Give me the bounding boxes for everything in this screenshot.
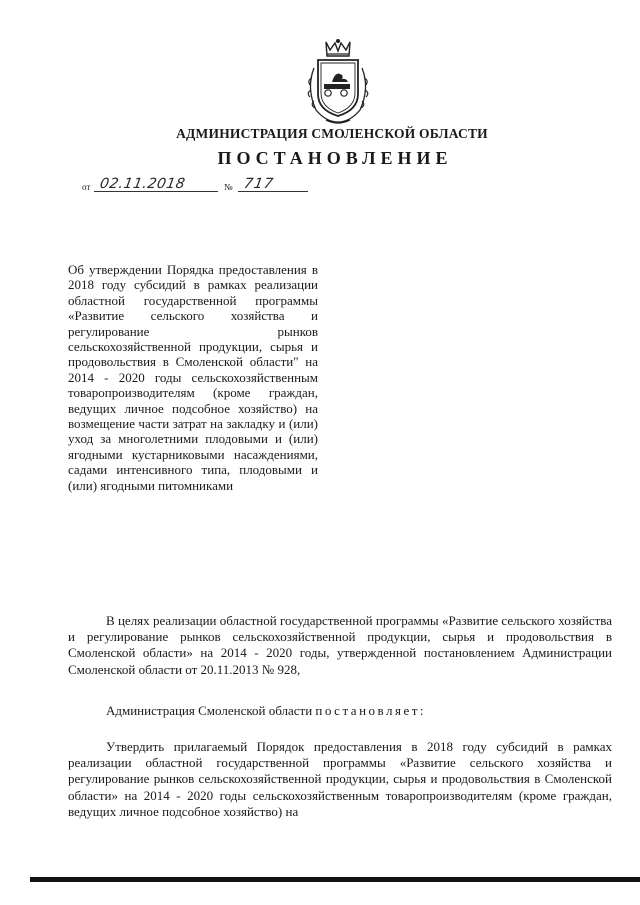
organization-title: АДМИНИСТРАЦИЯ СМОЛЕНСКОЙ ОБЛАСТИ xyxy=(176,126,488,141)
smolensk-coat-of-arms-icon xyxy=(302,38,374,126)
operative-text: Утвердить прилагаемый Порядок предоставления в 2018 году субсидий в рамках реализации областной государственной программы «Развитие сельского хозяйства и регулирование рынков сельскохозяйственной продукции, сырья и продовольствия в Смоленской области» на 2014 - 2020 годы сельскохозяйственным товаропроизводителям (кроме граждан, ведущих личное подсобное хозяйство) на xyxy=(68,739,612,819)
document-type-title: ПОСТАНОВЛЕНИЕ xyxy=(217,148,453,168)
document-subject xyxy=(68,262,318,493)
scan-edge-bar xyxy=(30,877,640,882)
handwritten-number: 717 xyxy=(242,176,276,192)
handwritten-date: 02.11.2018 xyxy=(98,176,187,192)
resolution-clause xyxy=(68,703,612,719)
date-label: от xyxy=(82,182,91,192)
preamble-text: В целях реализации областной государственной программы «Развитие сельского хозяйства и регулирование рынков сельскохозяйственной продукции, сырья и продовольствия в Смоленской области» на 2014 - 2020 годы, утвержденной постановлением Администрации Смоленской области от 20.11.2013 № 928, xyxy=(68,613,612,677)
preamble-paragraph xyxy=(68,613,612,678)
operative-paragraph xyxy=(68,739,612,820)
number-label: № xyxy=(224,182,233,192)
date-number-line xyxy=(82,174,322,194)
resolution-subject: Администрация Смоленской области xyxy=(106,703,313,718)
subject-text: Об утверждении Порядка предоставления в 2018 году субсидий в рамках реализации областной государственной программы «Развитие сельского хозяйства и регулирование рынков сельскохозяйственной продукции, сырья и продовольствия в Смоленской области" на 2014 - 2020 годы сельскохозяйственным товаропроизводителям (кроме граждан, ведущих личное подсобное хозяйство) на возмещение части затрат на закладку и (или) уход за многолетними плодовыми и (или) ягодными кустарниковыми насаждениями, садами интенсивного типа, плодовыми и (или) ягодными питомниками xyxy=(68,262,318,493)
resolution-verb: постановляет: xyxy=(315,703,427,718)
resolution-text xyxy=(68,703,612,719)
